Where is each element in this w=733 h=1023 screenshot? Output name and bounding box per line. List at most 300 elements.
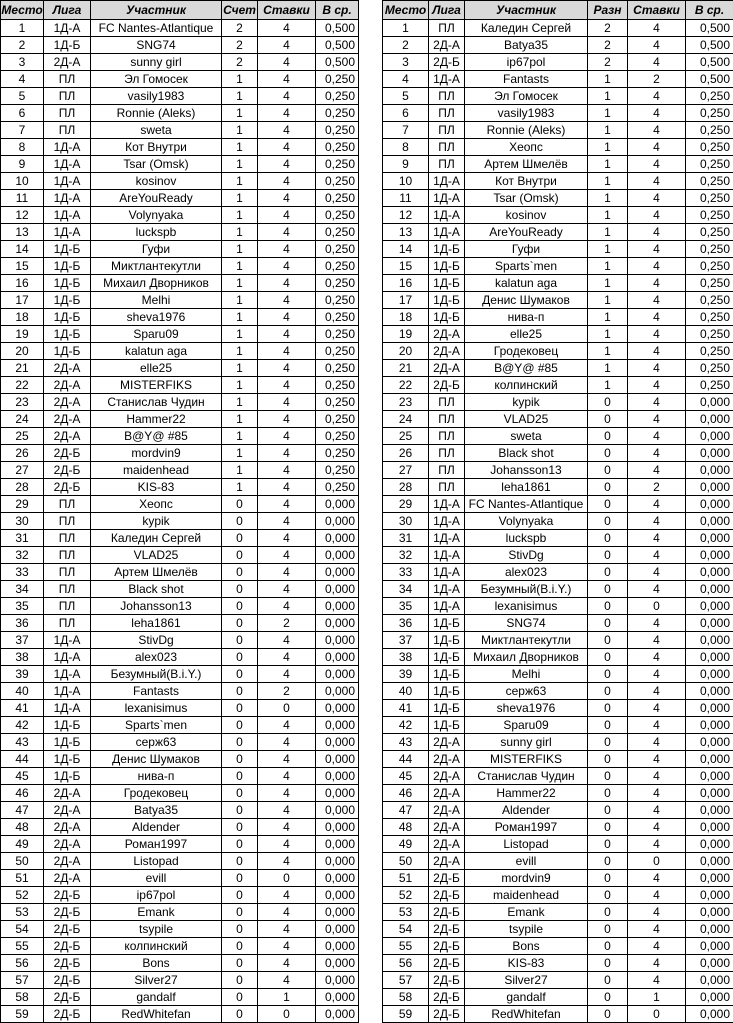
participant-cell: tsypile [465, 921, 588, 938]
table-row [383, 955, 733, 972]
average-cell: 0,000 [316, 802, 359, 819]
league-cell: 1Д-Б [429, 666, 465, 683]
participant-cell: серж63 [91, 734, 222, 751]
place-cell: 31 [1, 530, 44, 547]
league-cell: 1Д-А [429, 173, 465, 190]
bets-cell: 4 [258, 445, 316, 462]
league-cell: ПЛ [429, 411, 465, 428]
score-cell: 1 [588, 139, 628, 156]
table-row [383, 513, 733, 530]
score-cell: 1 [222, 292, 258, 309]
table-row [383, 122, 733, 139]
average-cell: 0,000 [316, 649, 359, 666]
table-row [1, 938, 359, 955]
participant-cell: Silver27 [465, 972, 588, 989]
participant-cell: FC Nantes-Atlantique [465, 496, 588, 513]
score-cell: 1 [588, 343, 628, 360]
place-cell: 47 [1, 802, 44, 819]
table-row [383, 445, 733, 462]
average-cell: 0,250 [686, 309, 733, 326]
score-cell: 1 [222, 71, 258, 88]
average-cell: 0,000 [686, 989, 733, 1006]
bets-cell: 4 [628, 156, 686, 173]
place-cell: 52 [383, 887, 429, 904]
average-cell: 0,000 [686, 785, 733, 802]
score-cell: 2 [588, 37, 628, 54]
average-cell: 0,000 [686, 836, 733, 853]
average-cell: 0,250 [686, 241, 733, 258]
header-league: Лига [44, 1, 91, 20]
participant-cell: ip67pol [465, 54, 588, 71]
league-cell: 1Д-Б [44, 751, 91, 768]
score-cell: 0 [588, 989, 628, 1006]
score-cell: 0 [222, 921, 258, 938]
league-cell: 2Д-А [44, 853, 91, 870]
score-cell: 0 [222, 904, 258, 921]
participant-cell: B@Y@ #85 [91, 428, 222, 445]
table-row [383, 938, 733, 955]
table-row [383, 173, 733, 190]
place-cell: 49 [383, 836, 429, 853]
place-cell: 4 [383, 71, 429, 88]
score-cell: 0 [588, 904, 628, 921]
average-cell: 0,000 [316, 921, 359, 938]
bets-cell: 2 [258, 683, 316, 700]
bets-cell: 4 [258, 54, 316, 71]
score-cell: 0 [588, 887, 628, 904]
participant-cell: Johansson13 [91, 598, 222, 615]
average-cell: 0,000 [316, 751, 359, 768]
league-cell: 2Д-А [44, 819, 91, 836]
average-cell: 0,500 [316, 37, 359, 54]
place-cell: 11 [383, 190, 429, 207]
average-cell: 0,250 [316, 411, 359, 428]
average-cell: 0,250 [316, 428, 359, 445]
average-cell: 0,500 [686, 20, 733, 37]
average-cell: 0,500 [316, 54, 359, 71]
participant-cell: maidenhead [465, 887, 588, 904]
league-cell: 2Д-А [44, 428, 91, 445]
place-cell: 15 [383, 258, 429, 275]
league-cell: 2Д-А [429, 785, 465, 802]
league-cell: 2Д-А [44, 870, 91, 887]
bets-cell: 4 [628, 632, 686, 649]
score-cell: 0 [222, 938, 258, 955]
participant-cell: Артем Шмелёв [465, 156, 588, 173]
score-cell: 0 [588, 819, 628, 836]
average-cell: 0,000 [316, 955, 359, 972]
table-row [1, 853, 359, 870]
league-cell: 1Д-Б [44, 734, 91, 751]
score-cell: 0 [222, 768, 258, 785]
table-row [383, 1006, 733, 1023]
league-cell: 1Д-А [44, 20, 91, 37]
average-cell: 0,250 [686, 292, 733, 309]
place-cell: 32 [1, 547, 44, 564]
participant-cell: kypik [465, 394, 588, 411]
place-cell: 9 [1, 156, 44, 173]
bets-cell: 0 [258, 700, 316, 717]
league-cell: ПЛ [429, 394, 465, 411]
league-cell: 2Д-Б [44, 921, 91, 938]
table-row [383, 360, 733, 377]
place-cell: 53 [383, 904, 429, 921]
table-row [383, 411, 733, 428]
participant-cell: alex023 [91, 649, 222, 666]
league-cell: 1Д-А [429, 496, 465, 513]
league-cell: 2Д-Б [429, 955, 465, 972]
bets-cell: 4 [258, 139, 316, 156]
place-cell: 27 [383, 462, 429, 479]
table-row [1, 666, 359, 683]
participant-cell: колпинский [465, 377, 588, 394]
participant-cell: tsypile [91, 921, 222, 938]
score-cell: 1 [222, 224, 258, 241]
table-row [383, 581, 733, 598]
bets-cell: 4 [628, 564, 686, 581]
place-cell: 1 [1, 20, 44, 37]
league-cell: 1Д-А [429, 564, 465, 581]
bets-cell: 4 [628, 122, 686, 139]
league-cell: 1Д-Б [429, 700, 465, 717]
bets-cell: 4 [628, 224, 686, 241]
average-cell: 0,000 [686, 1006, 733, 1023]
place-cell: 42 [383, 717, 429, 734]
participant-cell: luckspb [465, 530, 588, 547]
table-row [1, 88, 359, 105]
league-cell: 2Д-Б [44, 1006, 91, 1023]
league-cell: 1Д-Б [429, 309, 465, 326]
header-average: В ср. [316, 1, 359, 20]
table-row [383, 292, 733, 309]
league-cell: 1Д-Б [429, 632, 465, 649]
table-row [383, 156, 733, 173]
average-cell: 0,250 [686, 258, 733, 275]
place-cell: 48 [383, 819, 429, 836]
table-row [1, 972, 359, 989]
league-cell: 1Д-А [44, 139, 91, 156]
table-row [383, 20, 733, 37]
average-cell: 0,000 [686, 615, 733, 632]
average-cell: 0,000 [686, 683, 733, 700]
participant-cell: Black shot [465, 445, 588, 462]
average-cell: 0,250 [686, 275, 733, 292]
place-cell: 40 [383, 683, 429, 700]
score-cell: 1 [222, 139, 258, 156]
league-cell: 2Д-А [44, 836, 91, 853]
league-cell: ПЛ [44, 105, 91, 122]
average-cell: 0,000 [686, 904, 733, 921]
participant-cell: vasily1983 [91, 88, 222, 105]
table-row [1, 649, 359, 666]
average-cell: 0,000 [686, 938, 733, 955]
place-cell: 39 [1, 666, 44, 683]
league-cell: 1Д-Б [44, 326, 91, 343]
league-cell: ПЛ [429, 479, 465, 496]
league-cell: 1Д-Б [429, 683, 465, 700]
table-row [383, 275, 733, 292]
average-cell: 0,000 [316, 768, 359, 785]
place-cell: 16 [1, 275, 44, 292]
score-cell: 0 [222, 513, 258, 530]
place-cell: 33 [1, 564, 44, 581]
participant-cell: Кот Внутри [91, 139, 222, 156]
place-cell: 14 [383, 241, 429, 258]
table-row [1, 581, 359, 598]
bets-cell: 4 [258, 921, 316, 938]
participant-cell: sheva1976 [91, 309, 222, 326]
place-cell: 49 [1, 836, 44, 853]
average-cell: 0,000 [686, 734, 733, 751]
table-row [383, 921, 733, 938]
average-cell: 0,250 [316, 122, 359, 139]
table-row [1, 173, 359, 190]
place-cell: 57 [1, 972, 44, 989]
participant-cell: Станислав Чудин [91, 394, 222, 411]
place-cell: 31 [383, 530, 429, 547]
participant-cell: FC Nantes-Atlantique [91, 20, 222, 37]
place-cell: 45 [1, 768, 44, 785]
place-cell: 51 [1, 870, 44, 887]
score-cell: 0 [222, 870, 258, 887]
score-cell: 0 [222, 972, 258, 989]
place-cell: 30 [1, 513, 44, 530]
bets-cell: 4 [258, 955, 316, 972]
participant-cell: Эл Гомосек [465, 88, 588, 105]
score-cell: 0 [222, 700, 258, 717]
place-cell: 26 [1, 445, 44, 462]
score-cell: 0 [222, 598, 258, 615]
average-cell: 0,000 [686, 955, 733, 972]
league-cell: ПЛ [44, 547, 91, 564]
place-cell: 42 [1, 717, 44, 734]
place-cell: 32 [383, 547, 429, 564]
score-cell: 1 [588, 207, 628, 224]
header-participant: Участник [91, 1, 222, 20]
bets-cell: 4 [628, 241, 686, 258]
table-row [383, 37, 733, 54]
participant-cell: gandalf [91, 989, 222, 1006]
place-cell: 5 [383, 88, 429, 105]
participant-cell: kosinov [91, 173, 222, 190]
average-cell: 0,000 [316, 598, 359, 615]
bets-cell: 4 [258, 666, 316, 683]
header-place: Место [1, 1, 44, 20]
place-cell: 11 [1, 190, 44, 207]
average-cell: 0,000 [316, 904, 359, 921]
table-row [1, 1006, 359, 1023]
participant-cell: SNG74 [91, 37, 222, 54]
bets-cell: 4 [258, 530, 316, 547]
participant-cell: Хеопс [91, 496, 222, 513]
participant-cell: AreYouReady [465, 224, 588, 241]
average-cell: 0,000 [316, 989, 359, 1006]
average-cell: 0,000 [686, 768, 733, 785]
average-cell: 0,000 [316, 666, 359, 683]
score-cell: 0 [588, 615, 628, 632]
average-cell: 0,000 [686, 530, 733, 547]
place-cell: 50 [383, 853, 429, 870]
bets-cell: 4 [628, 802, 686, 819]
participant-cell: KIS-83 [465, 955, 588, 972]
league-cell: 1Д-А [429, 530, 465, 547]
place-cell: 38 [1, 649, 44, 666]
table-row [1, 360, 359, 377]
participant-cell: elle25 [91, 360, 222, 377]
place-cell: 23 [1, 394, 44, 411]
participant-cell: KIS-83 [91, 479, 222, 496]
place-cell: 45 [383, 768, 429, 785]
place-cell: 19 [1, 326, 44, 343]
average-cell: 0,250 [316, 394, 359, 411]
league-cell: 2Д-А [429, 37, 465, 54]
participant-cell: alex023 [465, 564, 588, 581]
bets-cell: 4 [628, 54, 686, 71]
bets-cell: 0 [628, 1006, 686, 1023]
place-cell: 26 [383, 445, 429, 462]
league-cell: 2Д-А [429, 836, 465, 853]
average-cell: 0,000 [316, 564, 359, 581]
bets-cell: 4 [628, 751, 686, 768]
place-cell: 14 [1, 241, 44, 258]
average-cell: 0,000 [316, 870, 359, 887]
score-cell: 0 [588, 853, 628, 870]
bets-cell: 4 [258, 462, 316, 479]
participant-cell: kosinov [465, 207, 588, 224]
table-row [383, 309, 733, 326]
league-cell: 2Д-А [429, 751, 465, 768]
place-cell: 39 [383, 666, 429, 683]
header-participant: Участник [465, 1, 588, 20]
league-cell: 1Д-А [44, 632, 91, 649]
place-cell: 36 [1, 615, 44, 632]
bets-cell: 4 [258, 836, 316, 853]
participant-cell: leha1861 [465, 479, 588, 496]
average-cell: 0,000 [686, 547, 733, 564]
league-cell: 2Д-Б [44, 479, 91, 496]
score-cell: 1 [222, 241, 258, 258]
place-cell: 8 [1, 139, 44, 156]
place-cell: 34 [1, 581, 44, 598]
score-cell: 1 [588, 71, 628, 88]
bets-cell: 4 [258, 326, 316, 343]
participant-cell: Bons [465, 938, 588, 955]
average-cell: 0,000 [316, 700, 359, 717]
table-row [1, 700, 359, 717]
place-cell: 3 [1, 54, 44, 71]
bets-cell: 4 [628, 887, 686, 904]
bets-cell: 4 [628, 309, 686, 326]
table-row [383, 853, 733, 870]
bets-cell: 4 [628, 20, 686, 37]
table-row [383, 564, 733, 581]
average-cell: 0,000 [316, 632, 359, 649]
score-cell: 2 [588, 20, 628, 37]
table-row [1, 105, 359, 122]
score-cell: 1 [588, 241, 628, 258]
place-cell: 54 [1, 921, 44, 938]
place-cell: 50 [1, 853, 44, 870]
participant-cell: Batya35 [465, 37, 588, 54]
bets-cell: 4 [258, 938, 316, 955]
league-cell: 1Д-Б [429, 649, 465, 666]
score-cell: 1 [222, 156, 258, 173]
participant-cell: Tsar (Omsk) [91, 156, 222, 173]
average-cell: 0,500 [686, 71, 733, 88]
participant-cell: Каледин Сергей [91, 530, 222, 547]
average-cell: 0,250 [316, 360, 359, 377]
league-cell: 1Д-А [429, 547, 465, 564]
bets-cell: 4 [628, 955, 686, 972]
participant-cell: Эл Гомосек [91, 71, 222, 88]
place-cell: 23 [383, 394, 429, 411]
place-cell: 10 [383, 173, 429, 190]
bets-cell: 4 [258, 904, 316, 921]
table-row [1, 530, 359, 547]
score-cell: 0 [588, 921, 628, 938]
participant-cell: Listopad [465, 836, 588, 853]
league-cell: 1Д-Б [429, 241, 465, 258]
place-cell: 29 [1, 496, 44, 513]
score-cell: 1 [588, 190, 628, 207]
league-cell: ПЛ [429, 122, 465, 139]
place-cell: 17 [383, 292, 429, 309]
average-cell: 0,250 [686, 88, 733, 105]
average-cell: 0,000 [686, 700, 733, 717]
table-row [383, 190, 733, 207]
bets-cell: 4 [258, 343, 316, 360]
bets-cell: 4 [258, 547, 316, 564]
participant-cell: Безумный(B.i.Y.) [465, 581, 588, 598]
average-cell: 0,250 [316, 377, 359, 394]
place-cell: 8 [383, 139, 429, 156]
bets-cell: 4 [258, 105, 316, 122]
score-cell: 1 [222, 88, 258, 105]
score-cell: 0 [588, 666, 628, 683]
participant-cell: Melhi [91, 292, 222, 309]
score-cell: 1 [588, 224, 628, 241]
place-cell: 7 [1, 122, 44, 139]
place-cell: 46 [383, 785, 429, 802]
score-cell: 2 [588, 54, 628, 71]
score-cell: 0 [588, 700, 628, 717]
league-cell: ПЛ [44, 598, 91, 615]
league-cell: ПЛ [429, 462, 465, 479]
table-row [1, 802, 359, 819]
participant-cell: Михаил Дворников [465, 649, 588, 666]
table-row [383, 241, 733, 258]
place-cell: 13 [1, 224, 44, 241]
score-cell: 0 [588, 870, 628, 887]
league-cell: 2Д-Б [44, 887, 91, 904]
score-cell: 0 [222, 530, 258, 547]
league-cell: 1Д-Б [429, 275, 465, 292]
participant-cell: VLAD25 [465, 411, 588, 428]
bets-cell: 4 [628, 139, 686, 156]
participant-cell: RedWhitefan [91, 1006, 222, 1023]
league-cell: 2Д-Б [429, 870, 465, 887]
header-league: Лига [429, 1, 465, 20]
bets-cell: 4 [258, 734, 316, 751]
participant-cell: нива-п [91, 768, 222, 785]
participant-cell: Миктлантекутли [465, 632, 588, 649]
table-row [383, 751, 733, 768]
table-row [383, 785, 733, 802]
league-cell: 2Д-Б [429, 904, 465, 921]
table-row [383, 139, 733, 156]
bets-cell: 4 [628, 836, 686, 853]
league-cell: ПЛ [44, 564, 91, 581]
